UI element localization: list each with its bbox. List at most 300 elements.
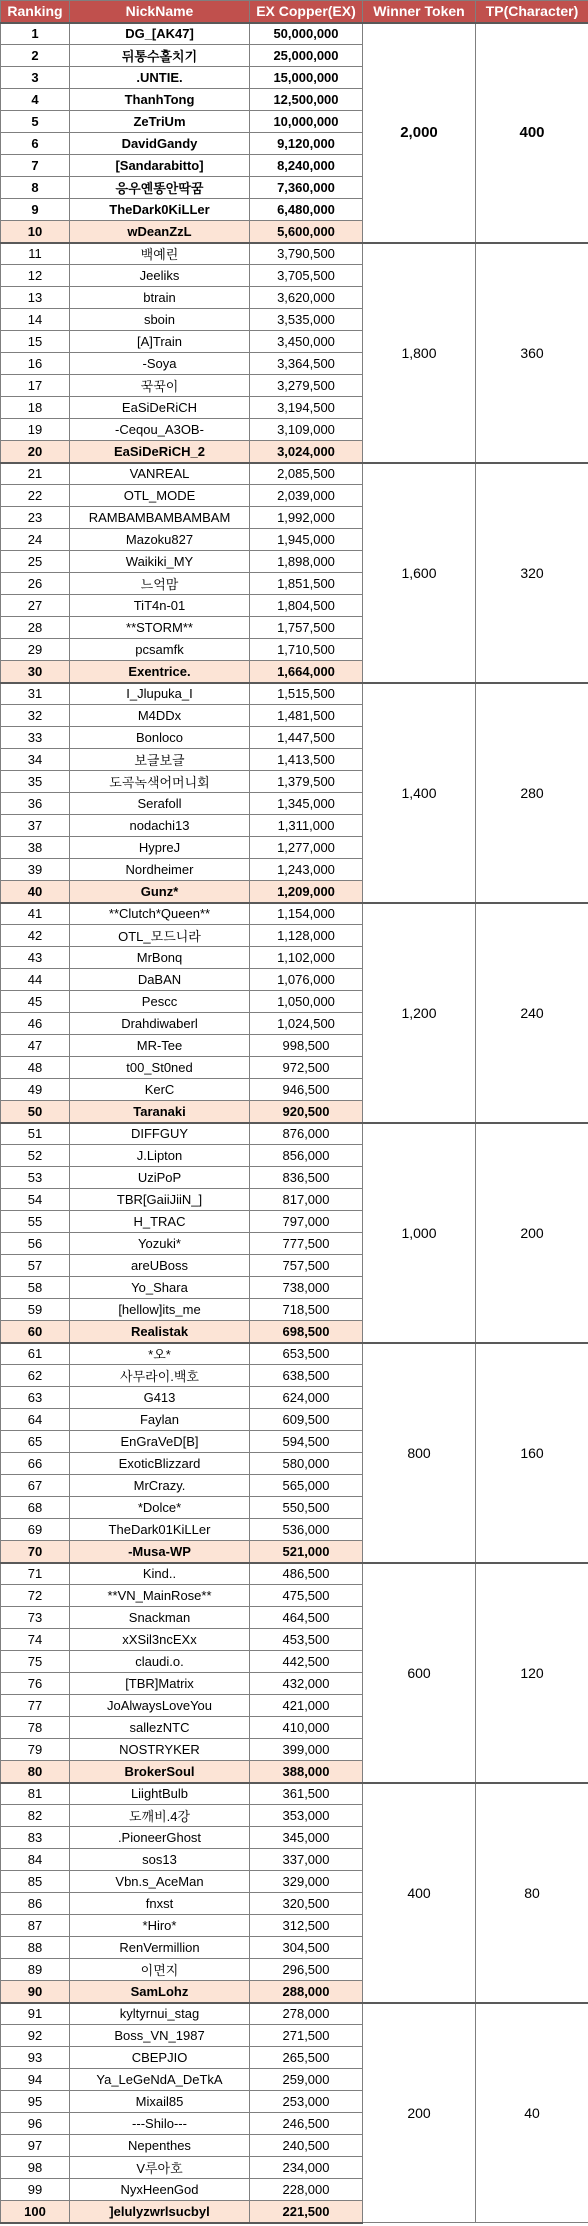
tp-character-cell: 200 <box>476 1123 588 1343</box>
winner-token-header: Winner Token <box>363 1 476 23</box>
rank-cell: 32 <box>1 705 70 727</box>
rank-cell: 11 <box>1 243 70 265</box>
copper-cell: 353,000 <box>250 1805 363 1827</box>
nickname-cell: 꾹꾹이 <box>70 375 250 397</box>
tp-character-cell: 240 <box>476 903 588 1123</box>
rank-cell: 7 <box>1 155 70 177</box>
rank-cell: 46 <box>1 1013 70 1035</box>
copper-cell: 3,194,500 <box>250 397 363 419</box>
copper-cell: 246,500 <box>250 2113 363 2135</box>
rank-cell: 81 <box>1 1783 70 1805</box>
tp-character-cell: 120 <box>476 1563 588 1783</box>
nickname-cell: M4DDx <box>70 705 250 727</box>
rank-cell: 92 <box>1 2025 70 2047</box>
winner-token-cell: 800 <box>363 1343 476 1563</box>
copper-cell: 638,500 <box>250 1365 363 1387</box>
table-row <box>1 2003 588 2025</box>
copper-cell: 817,000 <box>250 1189 363 1211</box>
nickname-cell: xXSil3ncEXx <box>70 1629 250 1651</box>
copper-cell: 3,705,500 <box>250 265 363 287</box>
nickname-cell: HypreJ <box>70 837 250 859</box>
copper-cell: 521,000 <box>250 1541 363 1563</box>
winner-token-cell: 400 <box>363 1783 476 2003</box>
copper-cell: 265,500 <box>250 2047 363 2069</box>
copper-cell: 624,000 <box>250 1387 363 1409</box>
nickname-cell: SamLohz <box>70 1981 250 2003</box>
nickname-cell: JoAlwaysLoveYou <box>70 1695 250 1717</box>
nickname-cell: ThanhTong <box>70 89 250 111</box>
copper-cell: 3,024,000 <box>250 441 363 463</box>
copper-cell: 1,757,500 <box>250 617 363 639</box>
nickname-cell: Boss_VN_1987 <box>70 2025 250 2047</box>
nickname-cell: ZeTriUm <box>70 111 250 133</box>
copper-cell: 1,447,500 <box>250 727 363 749</box>
nickname-cell: .UNTIE. <box>70 67 250 89</box>
copper-cell: 698,500 <box>250 1321 363 1343</box>
copper-header: EX Copper(EX) <box>250 1 363 23</box>
winner-token-cell: 1,000 <box>363 1123 476 1343</box>
nickname-cell: Vbn.s_AceMan <box>70 1871 250 1893</box>
nickname-cell: DaBAN <box>70 969 250 991</box>
nickname-cell: Drahdiwaberl <box>70 1013 250 1035</box>
table-row <box>1 23 588 45</box>
copper-cell: 580,000 <box>250 1453 363 1475</box>
rank-cell: 61 <box>1 1343 70 1365</box>
tier-group <box>1 683 588 903</box>
nickname-cell: MrBonq <box>70 947 250 969</box>
rank-cell: 9 <box>1 199 70 221</box>
nickname-cell: RenVermillion <box>70 1937 250 1959</box>
copper-cell: 609,500 <box>250 1409 363 1431</box>
copper-cell: 329,000 <box>250 1871 363 1893</box>
nickname-cell: [Sandarabitto] <box>70 155 250 177</box>
rank-cell: 54 <box>1 1189 70 1211</box>
nickname-cell: 사무라이.백호 <box>70 1365 250 1387</box>
nickname-cell: V루아호 <box>70 2157 250 2179</box>
table-row <box>1 1123 588 1145</box>
copper-cell: 836,500 <box>250 1167 363 1189</box>
copper-cell: 50,000,000 <box>250 23 363 45</box>
copper-cell: 410,000 <box>250 1717 363 1739</box>
rank-cell: 64 <box>1 1409 70 1431</box>
tp-character-cell: 400 <box>476 23 588 243</box>
rank-cell: 71 <box>1 1563 70 1585</box>
nickname-cell: 보글보글 <box>70 749 250 771</box>
nickname-cell: *Dolce* <box>70 1497 250 1519</box>
rank-cell: 89 <box>1 1959 70 1981</box>
nickname-cell: [TBR]Matrix <box>70 1673 250 1695</box>
rank-cell: 37 <box>1 815 70 837</box>
rank-cell: 30 <box>1 661 70 683</box>
rank-cell: 22 <box>1 485 70 507</box>
winner-token-cell: 1,800 <box>363 243 476 463</box>
rank-cell: 80 <box>1 1761 70 1783</box>
rank-cell: 85 <box>1 1871 70 1893</box>
nickname-cell: [A]Train <box>70 331 250 353</box>
copper-cell: 998,500 <box>250 1035 363 1057</box>
nickname-cell: BrokerSoul <box>70 1761 250 1783</box>
copper-cell: 345,000 <box>250 1827 363 1849</box>
tier-group <box>1 2003 588 2223</box>
copper-cell: 2,039,000 <box>250 485 363 507</box>
rank-cell: 33 <box>1 727 70 749</box>
copper-cell: 464,500 <box>250 1607 363 1629</box>
winner-token-cell: 2,000 <box>363 23 476 243</box>
table-row <box>1 1343 588 1365</box>
nickname-cell: NOSTRYKER <box>70 1739 250 1761</box>
rank-cell: 68 <box>1 1497 70 1519</box>
copper-cell: 288,000 <box>250 1981 363 2003</box>
rank-cell: 53 <box>1 1167 70 1189</box>
copper-cell: 10,000,000 <box>250 111 363 133</box>
nickname-cell: *Hiro* <box>70 1915 250 1937</box>
copper-cell: 594,500 <box>250 1431 363 1453</box>
copper-cell: 1,102,000 <box>250 947 363 969</box>
copper-cell: 1,710,500 <box>250 639 363 661</box>
nickname-cell: Snackman <box>70 1607 250 1629</box>
rank-cell: 14 <box>1 309 70 331</box>
rank-cell: 13 <box>1 287 70 309</box>
rank-cell: 18 <box>1 397 70 419</box>
table-row <box>1 1783 588 1805</box>
copper-cell: 718,500 <box>250 1299 363 1321</box>
rank-cell: 10 <box>1 221 70 243</box>
nickname-cell: Yo_Shara <box>70 1277 250 1299</box>
rank-cell: 8 <box>1 177 70 199</box>
rank-cell: 90 <box>1 1981 70 2003</box>
copper-cell: 797,000 <box>250 1211 363 1233</box>
rank-cell: 23 <box>1 507 70 529</box>
rank-cell: 44 <box>1 969 70 991</box>
nickname-cell: Waikiki_MY <box>70 551 250 573</box>
rank-cell: 76 <box>1 1673 70 1695</box>
copper-cell: 3,790,500 <box>250 243 363 265</box>
nickname-cell: Kind.. <box>70 1563 250 1585</box>
rank-cell: 87 <box>1 1915 70 1937</box>
nickname-cell: 도곡녹색어머니회 <box>70 771 250 793</box>
copper-cell: 253,000 <box>250 2091 363 2113</box>
copper-cell: 259,000 <box>250 2069 363 2091</box>
copper-cell: 1,851,500 <box>250 573 363 595</box>
rank-cell: 72 <box>1 1585 70 1607</box>
rank-cell: 41 <box>1 903 70 925</box>
copper-cell: 475,500 <box>250 1585 363 1607</box>
copper-cell: 1,413,500 <box>250 749 363 771</box>
tier-group <box>1 463 588 683</box>
nickname-cell: 이면지 <box>70 1959 250 1981</box>
rank-cell: 91 <box>1 2003 70 2025</box>
rank-cell: 34 <box>1 749 70 771</box>
rank-cell: 78 <box>1 1717 70 1739</box>
nickname-cell: Gunz* <box>70 881 250 903</box>
table-row <box>1 1563 588 1585</box>
copper-cell: 3,109,000 <box>250 419 363 441</box>
rank-cell: 25 <box>1 551 70 573</box>
copper-cell: 1,345,000 <box>250 793 363 815</box>
table-row <box>1 463 588 485</box>
nickname-cell: MR-Tee <box>70 1035 250 1057</box>
nickname-cell: claudi.o. <box>70 1651 250 1673</box>
nickname-cell: sboin <box>70 309 250 331</box>
nickname-cell: Bonloco <box>70 727 250 749</box>
copper-cell: 550,500 <box>250 1497 363 1519</box>
rank-cell: 38 <box>1 837 70 859</box>
copper-cell: 536,000 <box>250 1519 363 1541</box>
copper-cell: 920,500 <box>250 1101 363 1123</box>
copper-cell: 296,500 <box>250 1959 363 1981</box>
copper-cell: 1,311,000 <box>250 815 363 837</box>
rank-cell: 63 <box>1 1387 70 1409</box>
copper-cell: 1,379,500 <box>250 771 363 793</box>
tier-group <box>1 1783 588 2003</box>
rank-cell: 29 <box>1 639 70 661</box>
nickname-cell: Serafoll <box>70 793 250 815</box>
nickname-cell: Exentrice. <box>70 661 250 683</box>
rank-cell: 21 <box>1 463 70 485</box>
nickname-header: NickName <box>70 1 250 23</box>
rank-cell: 49 <box>1 1079 70 1101</box>
copper-cell: 856,000 <box>250 1145 363 1167</box>
nickname-cell: TiT4n-01 <box>70 595 250 617</box>
nickname-cell: TheDark0KiLLer <box>70 199 250 221</box>
rank-cell: 96 <box>1 2113 70 2135</box>
nickname-cell: -Soya <box>70 353 250 375</box>
table-row <box>1 243 588 265</box>
copper-cell: 1,024,500 <box>250 1013 363 1035</box>
nickname-cell: 뒤통수홀치기 <box>70 45 250 67</box>
rank-cell: 3 <box>1 67 70 89</box>
rank-cell: 69 <box>1 1519 70 1541</box>
tp-character-cell: 40 <box>476 2003 588 2223</box>
rank-cell: 93 <box>1 2047 70 2069</box>
rank-cell: 5 <box>1 111 70 133</box>
copper-cell: 8,240,000 <box>250 155 363 177</box>
copper-cell: 399,000 <box>250 1739 363 1761</box>
rank-cell: 86 <box>1 1893 70 1915</box>
copper-cell: 7,360,000 <box>250 177 363 199</box>
tier-group <box>1 1343 588 1563</box>
nickname-cell: -Ceqou_A3OB- <box>70 419 250 441</box>
rank-cell: 48 <box>1 1057 70 1079</box>
rank-cell: 79 <box>1 1739 70 1761</box>
rank-cell: 26 <box>1 573 70 595</box>
rank-cell: 20 <box>1 441 70 463</box>
nickname-cell: EaSiDeRiCH_2 <box>70 441 250 463</box>
copper-cell: 1,128,000 <box>250 925 363 947</box>
nickname-cell: Mazoku827 <box>70 529 250 551</box>
rank-cell: 60 <box>1 1321 70 1343</box>
copper-cell: 1,898,000 <box>250 551 363 573</box>
nickname-cell: -Musa-WP <box>70 1541 250 1563</box>
copper-cell: 1,664,000 <box>250 661 363 683</box>
rank-cell: 77 <box>1 1695 70 1717</box>
rank-cell: 84 <box>1 1849 70 1871</box>
nickname-cell: fnxst <box>70 1893 250 1915</box>
nickname-cell: wDeanZzL <box>70 221 250 243</box>
copper-cell: 757,500 <box>250 1255 363 1277</box>
table-row <box>1 903 588 925</box>
nickname-cell: 응우옌똥안딱꿈 <box>70 177 250 199</box>
nickname-cell: G413 <box>70 1387 250 1409</box>
rank-cell: 58 <box>1 1277 70 1299</box>
rank-cell: 42 <box>1 925 70 947</box>
tier-group <box>1 903 588 1123</box>
copper-cell: 388,000 <box>250 1761 363 1783</box>
nickname-cell: Mixail85 <box>70 2091 250 2113</box>
rank-cell: 17 <box>1 375 70 397</box>
nickname-cell: nodachi13 <box>70 815 250 837</box>
rank-cell: 47 <box>1 1035 70 1057</box>
copper-cell: 271,500 <box>250 2025 363 2047</box>
copper-cell: 1,050,000 <box>250 991 363 1013</box>
copper-cell: 442,500 <box>250 1651 363 1673</box>
header-row <box>1 1 588 23</box>
winner-token-cell: 600 <box>363 1563 476 1783</box>
copper-cell: 453,500 <box>250 1629 363 1651</box>
rank-cell: 95 <box>1 2091 70 2113</box>
copper-cell: 1,277,000 <box>250 837 363 859</box>
rank-cell: 100 <box>1 2201 70 2223</box>
nickname-cell: areUBoss <box>70 1255 250 1277</box>
nickname-cell: UziPoP <box>70 1167 250 1189</box>
nickname-cell: *오* <box>70 1343 250 1365</box>
copper-cell: 12,500,000 <box>250 89 363 111</box>
rank-cell: 16 <box>1 353 70 375</box>
rank-cell: 39 <box>1 859 70 881</box>
copper-cell: 240,500 <box>250 2135 363 2157</box>
copper-cell: 304,500 <box>250 1937 363 1959</box>
rank-cell: 74 <box>1 1629 70 1651</box>
copper-cell: 278,000 <box>250 2003 363 2025</box>
rank-cell: 6 <box>1 133 70 155</box>
nickname-cell: OTL_모드니라 <box>70 925 250 947</box>
copper-cell: 1,076,000 <box>250 969 363 991</box>
copper-cell: 972,500 <box>250 1057 363 1079</box>
table-row <box>1 683 588 705</box>
copper-cell: 1,804,500 <box>250 595 363 617</box>
nickname-cell: Jeeliks <box>70 265 250 287</box>
nickname-cell: KerC <box>70 1079 250 1101</box>
nickname-cell: sos13 <box>70 1849 250 1871</box>
nickname-cell: OTL_MODE <box>70 485 250 507</box>
copper-cell: 1,992,000 <box>250 507 363 529</box>
rank-cell: 67 <box>1 1475 70 1497</box>
nickname-cell: DG_[AK47] <box>70 23 250 45</box>
nickname-cell: t00_St0ned <box>70 1057 250 1079</box>
copper-cell: 228,000 <box>250 2179 363 2201</box>
nickname-cell: **VN_MainRose** <box>70 1585 250 1607</box>
nickname-cell: J.Lipton <box>70 1145 250 1167</box>
rank-cell: 35 <box>1 771 70 793</box>
copper-cell: 15,000,000 <box>250 67 363 89</box>
nickname-cell: **STORM** <box>70 617 250 639</box>
copper-cell: 3,450,000 <box>250 331 363 353</box>
rank-cell: 88 <box>1 1937 70 1959</box>
rank-cell: 94 <box>1 2069 70 2091</box>
copper-cell: 361,500 <box>250 1783 363 1805</box>
nickname-cell: 느억맘 <box>70 573 250 595</box>
nickname-cell: H_TRAC <box>70 1211 250 1233</box>
nickname-cell: Taranaki <box>70 1101 250 1123</box>
rank-cell: 82 <box>1 1805 70 1827</box>
nickname-cell: Pescc <box>70 991 250 1013</box>
nickname-cell: I_Jlupuka_I <box>70 683 250 705</box>
nickname-cell: TBR[GaiiJiiN_] <box>70 1189 250 1211</box>
nickname-cell: EnGraVeD[B] <box>70 1431 250 1453</box>
nickname-cell: DavidGandy <box>70 133 250 155</box>
rank-cell: 50 <box>1 1101 70 1123</box>
rank-cell: 97 <box>1 2135 70 2157</box>
nickname-cell: LiightBulb <box>70 1783 250 1805</box>
rank-cell: 62 <box>1 1365 70 1387</box>
copper-cell: 738,000 <box>250 1277 363 1299</box>
tp-character-cell: 160 <box>476 1343 588 1563</box>
rank-cell: 65 <box>1 1431 70 1453</box>
rank-cell: 1 <box>1 23 70 45</box>
copper-cell: 1,481,500 <box>250 705 363 727</box>
nickname-cell: ExoticBlizzard <box>70 1453 250 1475</box>
nickname-cell: NyxHeenGod <box>70 2179 250 2201</box>
copper-cell: 2,085,500 <box>250 463 363 485</box>
rank-cell: 24 <box>1 529 70 551</box>
tp-character-cell: 80 <box>476 1783 588 2003</box>
winner-token-cell: 1,400 <box>363 683 476 903</box>
tier-group <box>1 1563 588 1783</box>
tp-character-cell: 360 <box>476 243 588 463</box>
copper-cell: 486,500 <box>250 1563 363 1585</box>
nickname-cell: **Clutch*Queen** <box>70 903 250 925</box>
rank-cell: 2 <box>1 45 70 67</box>
rank-cell: 98 <box>1 2157 70 2179</box>
rank-cell: 45 <box>1 991 70 1013</box>
nickname-cell: 도깨비.4강 <box>70 1805 250 1827</box>
rank-cell: 19 <box>1 419 70 441</box>
copper-cell: 337,000 <box>250 1849 363 1871</box>
nickname-cell: RAMBAMBAMBAMBAM <box>70 507 250 529</box>
copper-cell: 3,620,000 <box>250 287 363 309</box>
winner-token-cell: 1,200 <box>363 903 476 1123</box>
nickname-cell: EaSiDeRiCH <box>70 397 250 419</box>
rank-cell: 52 <box>1 1145 70 1167</box>
nickname-cell: pcsamfk <box>70 639 250 661</box>
rank-cell: 59 <box>1 1299 70 1321</box>
nickname-cell: Yozuki* <box>70 1233 250 1255</box>
copper-cell: 3,279,500 <box>250 375 363 397</box>
nickname-cell: VANREAL <box>70 463 250 485</box>
winner-token-cell: 1,600 <box>363 463 476 683</box>
copper-cell: 653,500 <box>250 1343 363 1365</box>
nickname-cell: MrCrazy. <box>70 1475 250 1497</box>
copper-cell: 221,500 <box>250 2201 363 2223</box>
copper-cell: 6,480,000 <box>250 199 363 221</box>
nickname-cell: Realistak <box>70 1321 250 1343</box>
rank-cell: 55 <box>1 1211 70 1233</box>
rank-cell: 15 <box>1 331 70 353</box>
copper-cell: 1,209,000 <box>250 881 363 903</box>
copper-cell: 1,243,000 <box>250 859 363 881</box>
nickname-cell: 백예린 <box>70 243 250 265</box>
rank-cell: 31 <box>1 683 70 705</box>
nickname-cell: Nordheimer <box>70 859 250 881</box>
copper-cell: 421,000 <box>250 1695 363 1717</box>
rank-cell: 12 <box>1 265 70 287</box>
rank-cell: 27 <box>1 595 70 617</box>
nickname-cell: ---Shilo--- <box>70 2113 250 2135</box>
nickname-cell: kyltyrnui_stag <box>70 2003 250 2025</box>
tier-group <box>1 1123 588 1343</box>
copper-cell: 432,000 <box>250 1673 363 1695</box>
ranking-header: Ranking <box>1 1 70 23</box>
